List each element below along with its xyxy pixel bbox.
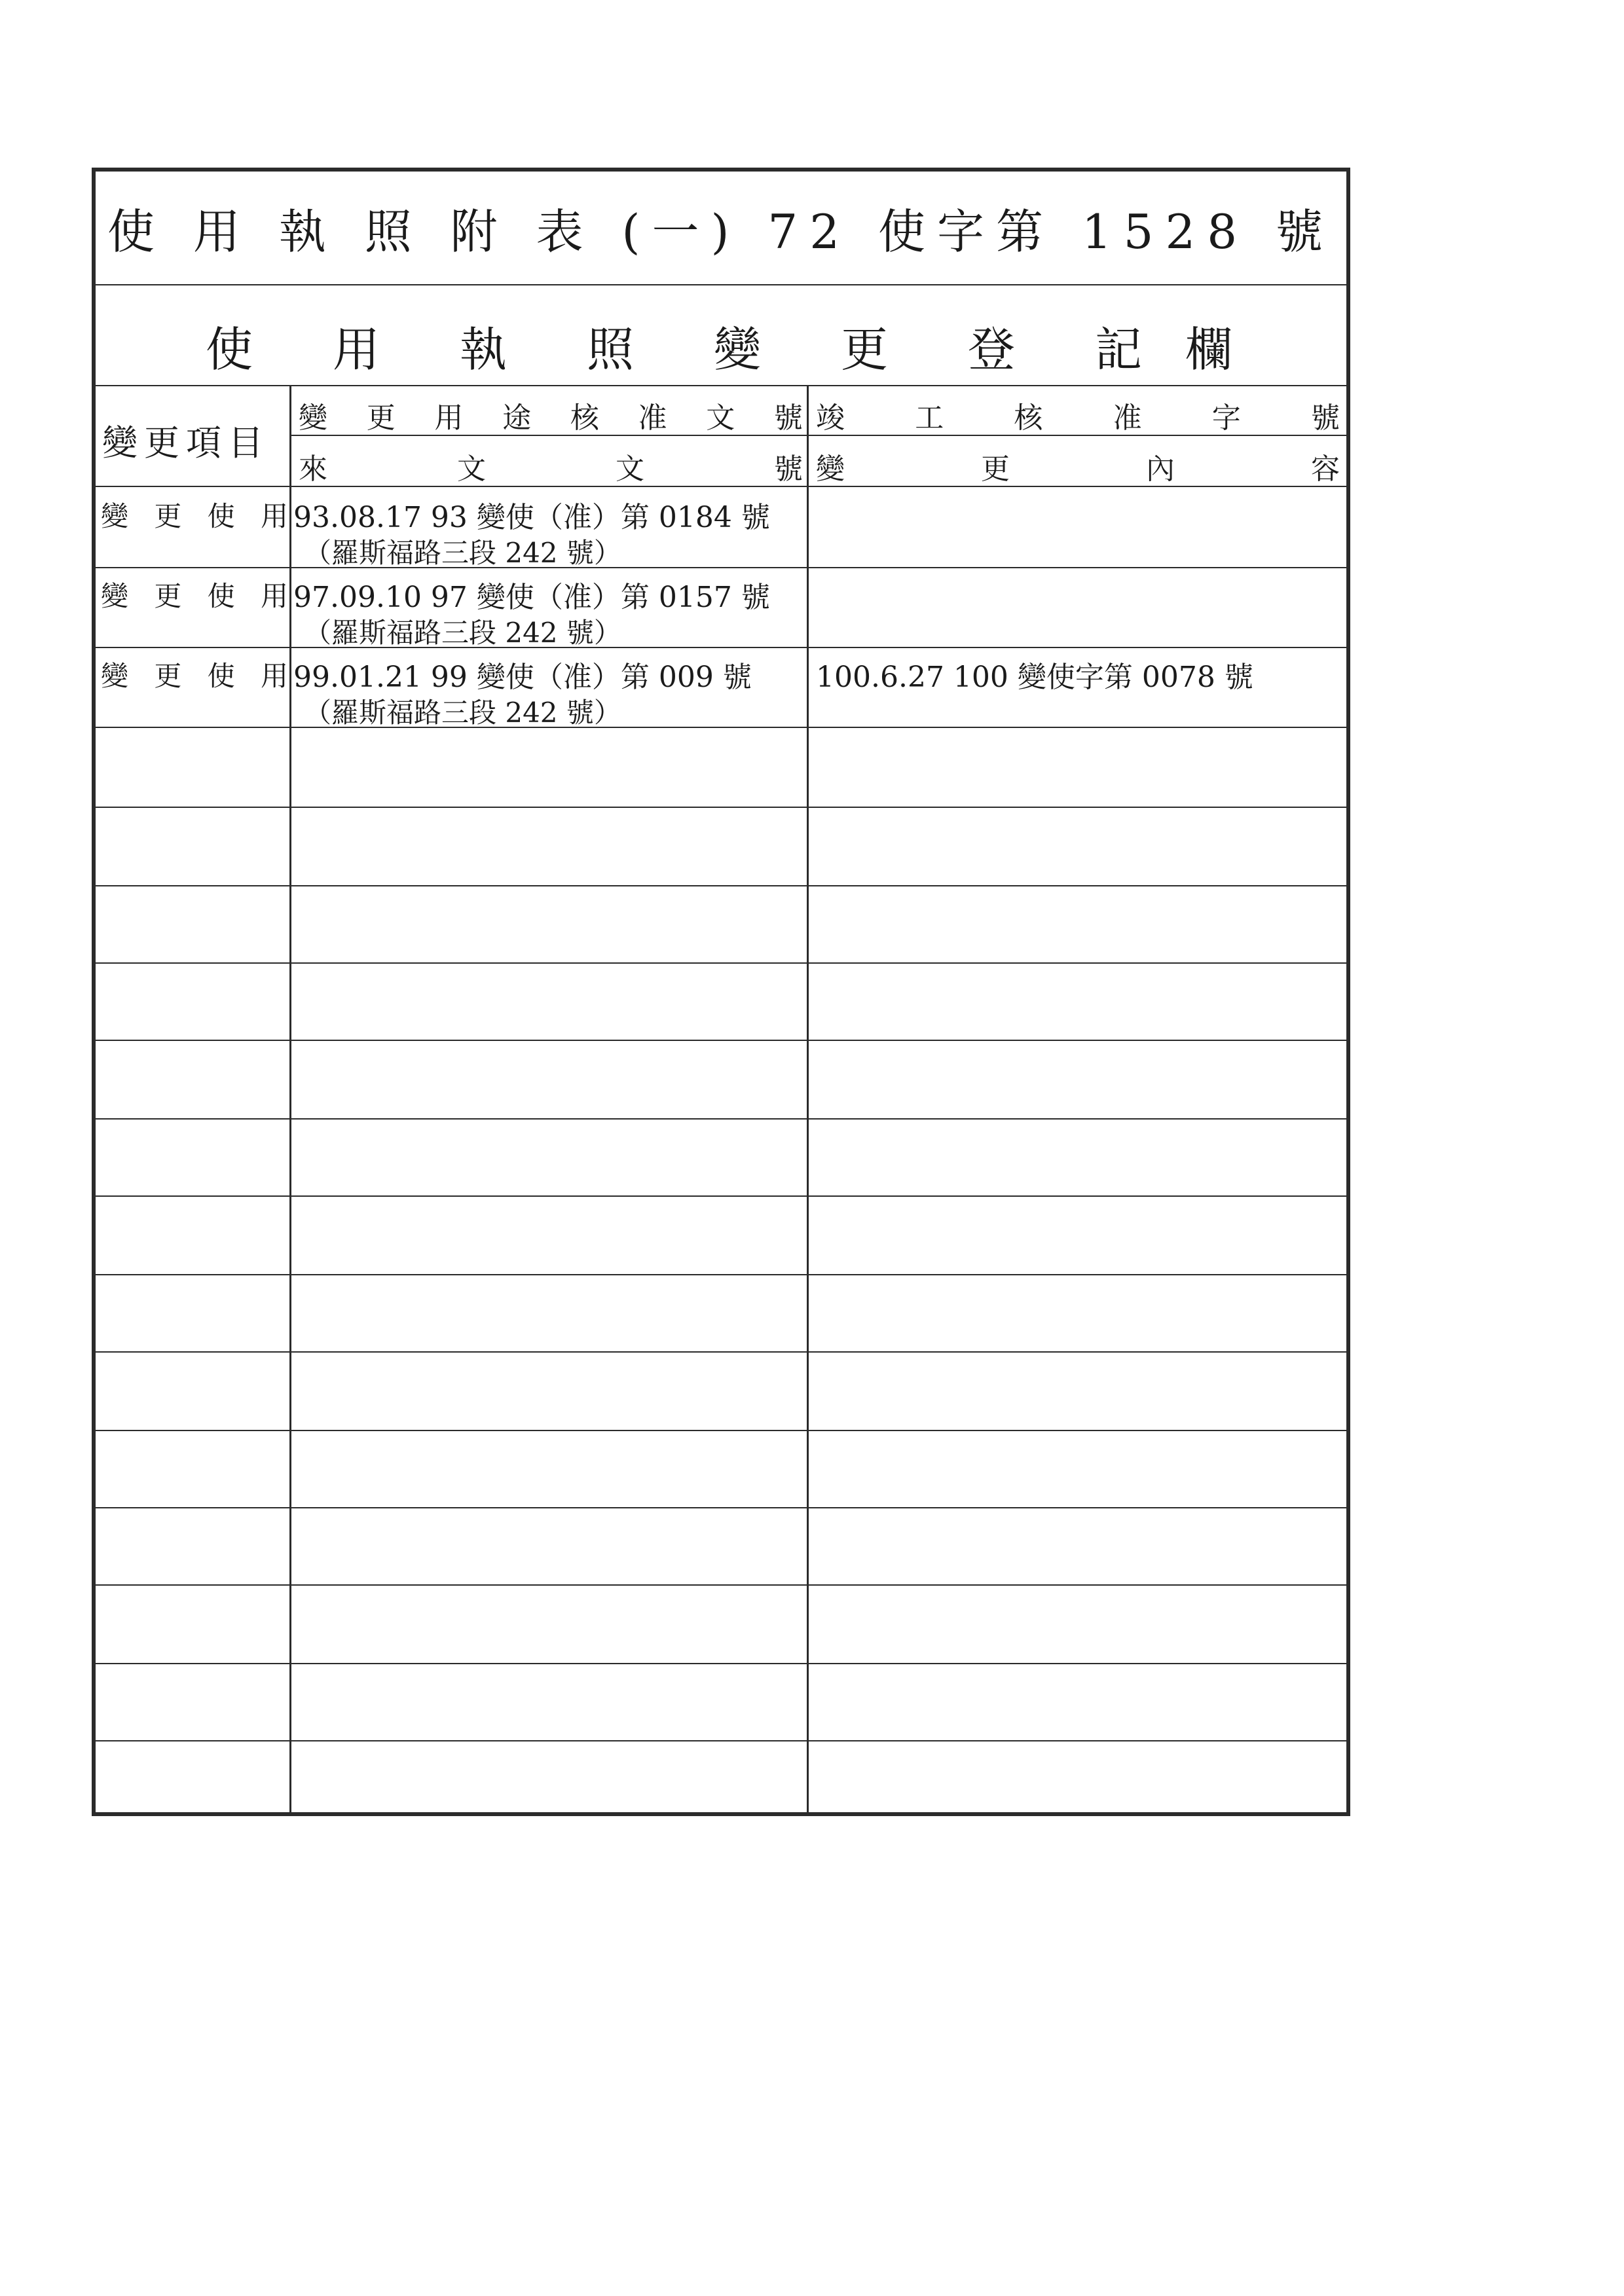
row-divider [96, 807, 1346, 808]
row-divider [96, 727, 1346, 728]
row-approval: 97.09.10 97 變使（准）第 0157 號 [293, 581, 770, 614]
header-char: 文 [706, 401, 735, 435]
row-divider [96, 1740, 1346, 1741]
subtitle-char: 用 [333, 322, 380, 377]
row-divider [96, 1040, 1346, 1041]
header-char: 途 [502, 401, 532, 435]
header-char: 核 [1014, 401, 1043, 435]
row-address: （羅斯福路三段 242 號） [304, 537, 621, 569]
subtitle-char: 更 [841, 322, 889, 377]
row-divider [96, 1195, 1346, 1197]
row-divider [96, 1274, 1346, 1275]
row-divider [96, 1584, 1346, 1586]
column-divider [807, 385, 809, 1812]
header-char: 號 [774, 452, 803, 486]
header-char: 竣 [816, 401, 845, 435]
header-char: 號 [1310, 401, 1340, 435]
subtitle-char: 欄 [1185, 322, 1233, 377]
title-divider [96, 284, 1346, 285]
header-char: 變 [816, 452, 845, 486]
column-divider [289, 385, 291, 1812]
header-char: 容 [1311, 452, 1340, 486]
row-divider [96, 567, 1346, 568]
header-divider [96, 486, 1346, 487]
header-change-content [816, 445, 1340, 487]
header-char: 准 [1113, 401, 1142, 435]
header-char: 核 [570, 401, 599, 435]
header-char: 更 [981, 452, 1010, 486]
form-subtitle [96, 287, 1346, 385]
header-char: 文 [457, 452, 486, 486]
row-completion: 100.6.27 100 變使字第 0078 號 [816, 661, 1253, 694]
row-address: （羅斯福路三段 242 號） [304, 697, 621, 729]
subtitle-divider [96, 385, 1346, 386]
header-char: 來 [299, 452, 327, 486]
row-divider [96, 1351, 1346, 1353]
header-item-label: 變更項目 [102, 422, 270, 464]
row-address: （羅斯福路三段 242 號） [304, 617, 621, 649]
row-divider [96, 1118, 1346, 1120]
subtitle-char: 記 [1095, 322, 1143, 377]
subtitle-char: 使 [206, 322, 253, 377]
change-registration-form [92, 168, 1350, 1816]
row-approval: 99.01.21 99 變使（准）第 009 號 [293, 661, 752, 694]
subtitle-char: 變 [714, 322, 762, 377]
header-char: 變 [299, 401, 327, 435]
subtitle-char: 執 [460, 322, 507, 377]
row-approval: 93.08.17 93 變使（准）第 0184 號 [293, 501, 770, 534]
header-char: 號 [773, 401, 803, 435]
header-char: 工 [915, 401, 944, 435]
row-item: 變 更 使 用 [101, 500, 288, 532]
header-char: 內 [1146, 452, 1175, 486]
row-divider [96, 1663, 1346, 1664]
header-char: 字 [1211, 401, 1241, 435]
row-divider [96, 885, 1346, 886]
header-inner-divider [289, 435, 1346, 436]
header-incoming-doc [299, 445, 803, 487]
form-title: 使 用 執 照 附 表 (一) 72 使字第 1528 號 [107, 204, 1335, 259]
header-char: 更 [366, 401, 396, 435]
header-char: 用 [434, 401, 464, 435]
header-char: 文 [616, 452, 644, 486]
subtitle-char: 登 [968, 322, 1016, 377]
row-item: 變 更 使 用 [101, 580, 288, 612]
row-divider [96, 962, 1346, 964]
row-divider [96, 1507, 1346, 1508]
subtitle-char: 照 [587, 322, 635, 377]
header-approval-number [299, 394, 803, 436]
header-char: 准 [638, 401, 667, 435]
row-divider [96, 1430, 1346, 1431]
row-divider [96, 647, 1346, 648]
row-item: 變 更 使 用 [101, 660, 288, 692]
header-completion-number [816, 394, 1340, 436]
